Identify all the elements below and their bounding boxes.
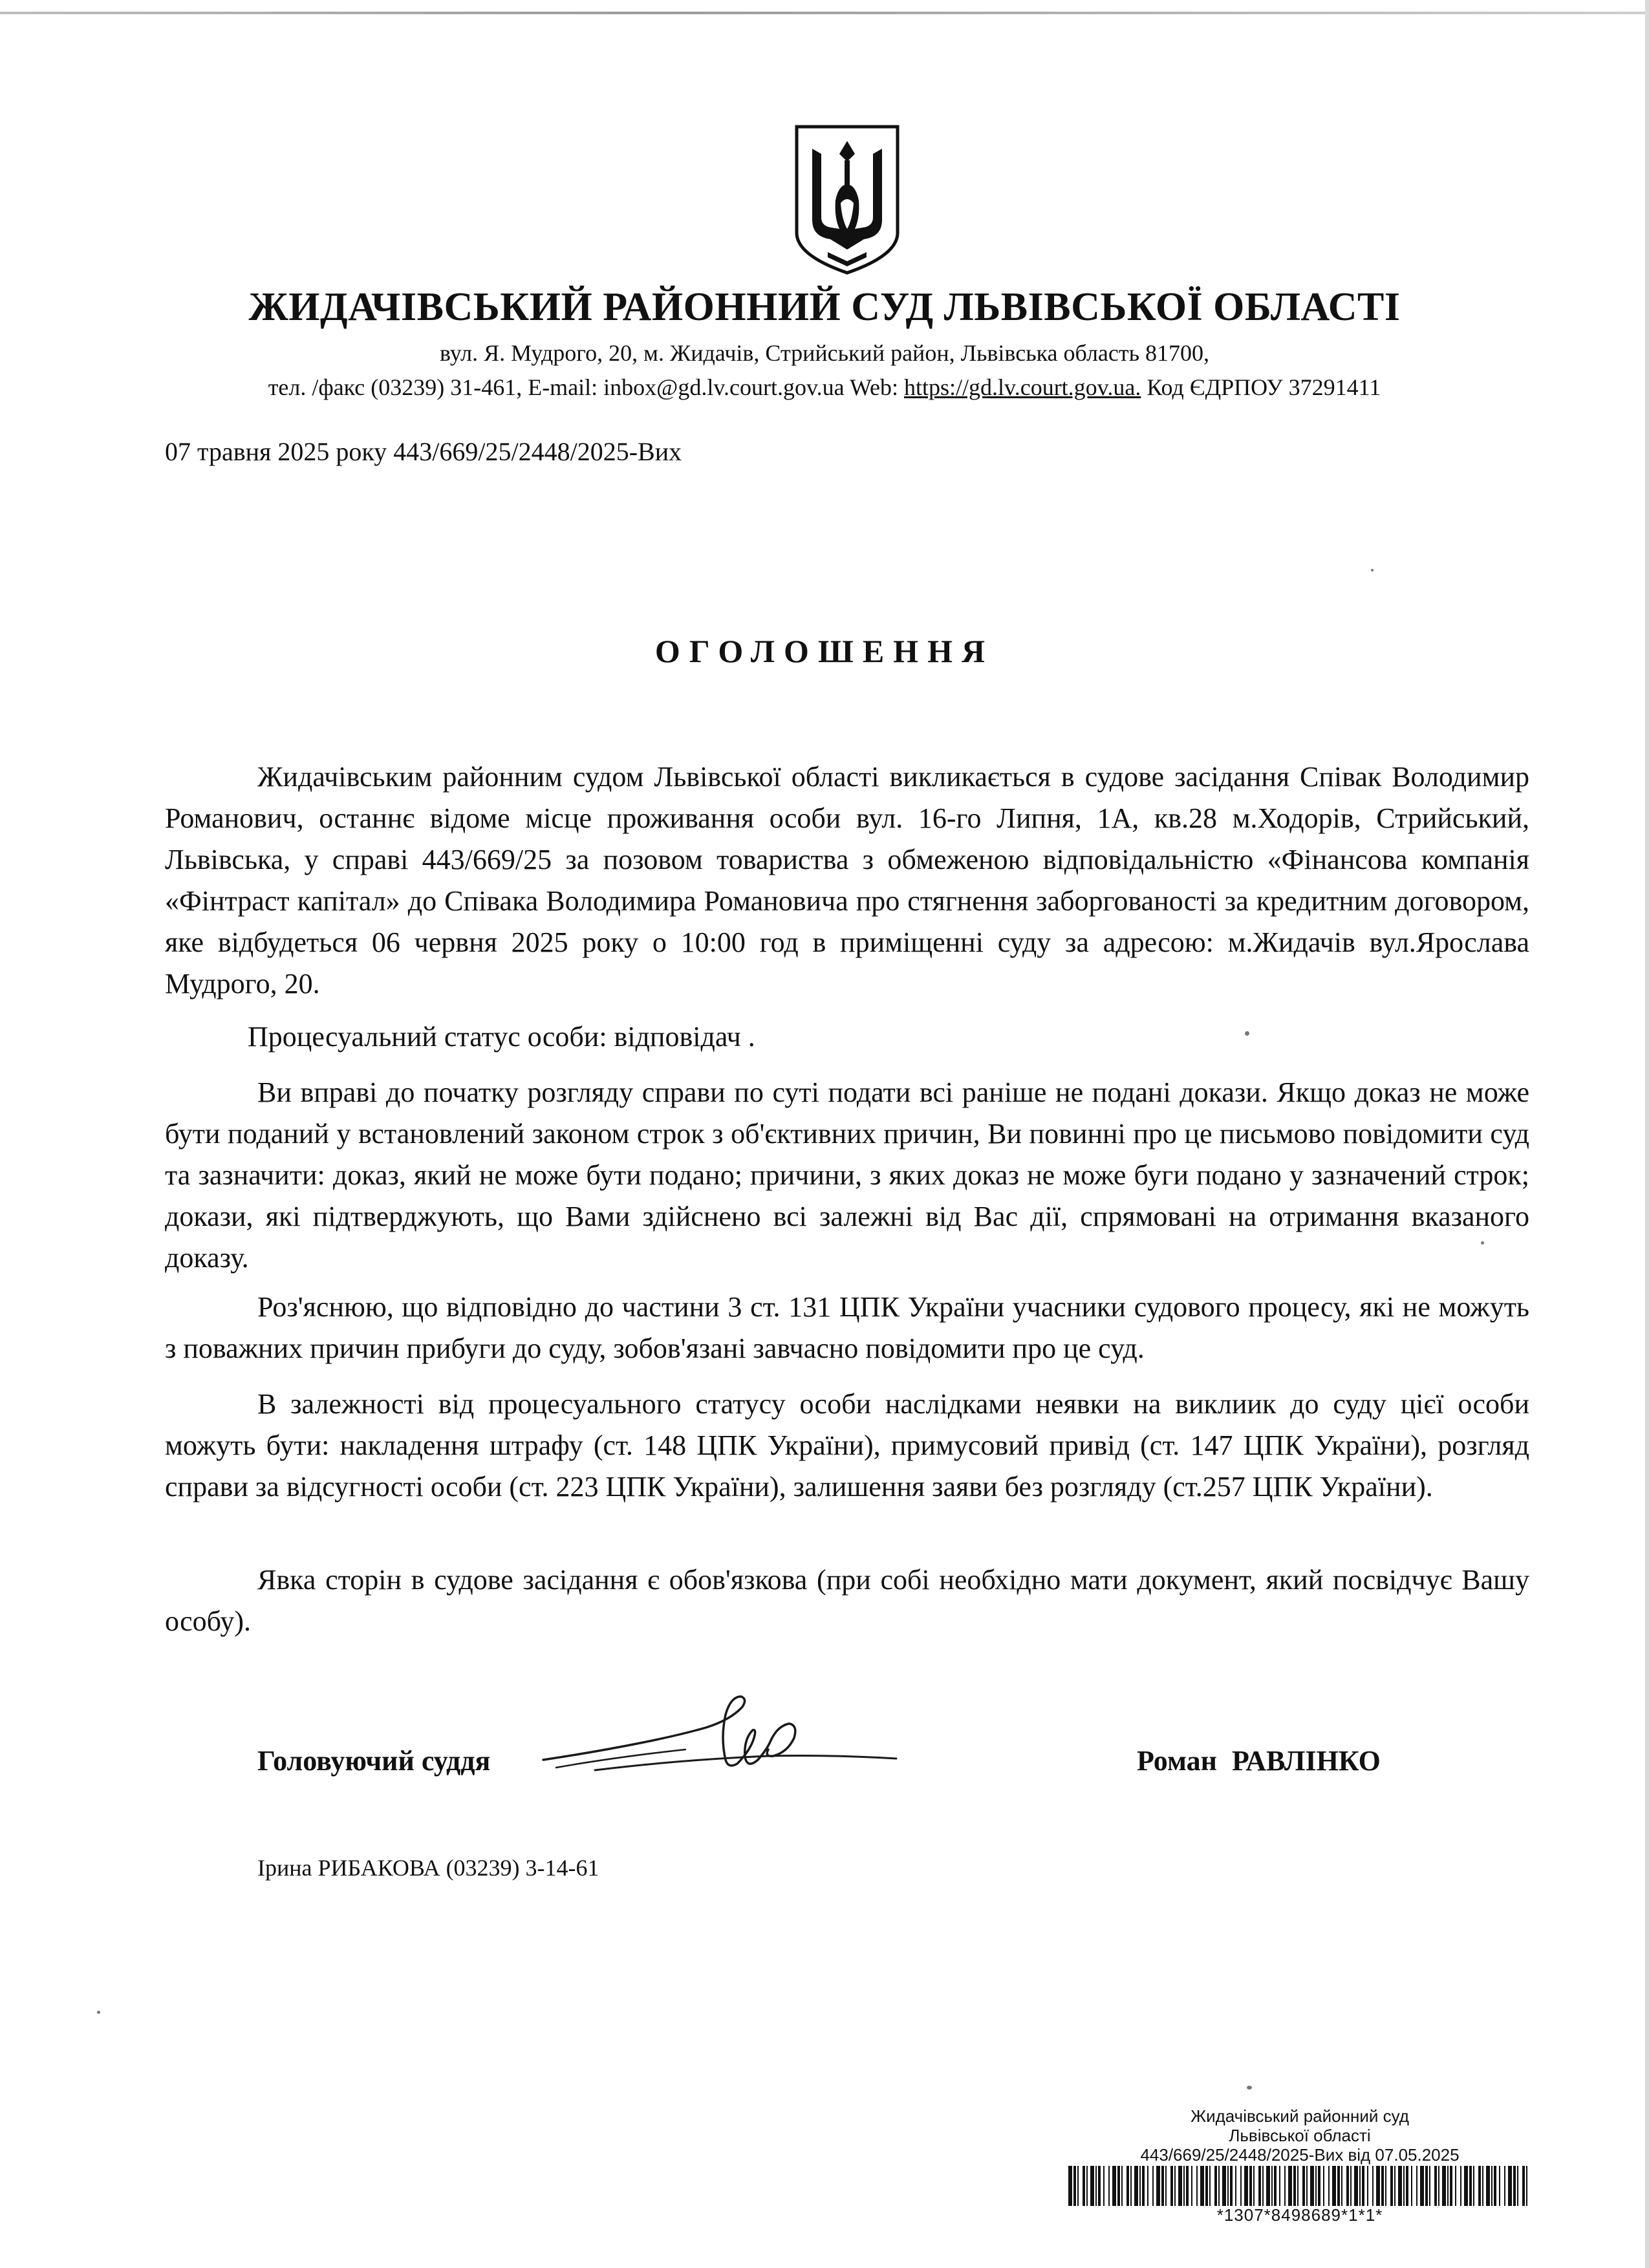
summons-paragraph: Жидачівським районним судом Львівської області викликається в судове засідання Співак Володимир Романович, останнє відоме місце проживання особи вул. 16-го Липня, 1А, кв.28 м.Ходорів, Стрийський, Львівська, у справі 443/669/25 за позовом товариства з обмеженою відповідальністю «Фінансова компанія «Фінтраст капітал» до Співака Володимира Романовича про стягнення заборгованості за кредитним договором, яке відбудеться 06 червня 2025 року о 10:00 год в приміщенні суду за адресою: м.Жидачів вул.Ярослава Мудрого, 20. xyxy=(165,761,1529,1000)
scan-speck xyxy=(1481,1241,1484,1245)
document-title: ОГОЛОШЕННЯ xyxy=(654,633,995,669)
barcode-caption: *1307*8498689*1*1* xyxy=(1216,2205,1383,2225)
clerk-contact: Ірина РИБАКОВА (03239) 3-14-61 xyxy=(257,1855,599,1881)
court-name-heading: ЖИДАЧІВСЬКИЙ РАЙОННИЙ СУД ЛЬВІВСЬКОЇ ОБЛАСТІ xyxy=(248,285,1401,329)
scan-top-edge xyxy=(0,12,1649,14)
barcode-icon xyxy=(1067,2166,1533,2206)
procedural-status: Процесуальний статус особи: відповідач . xyxy=(248,1021,755,1053)
attendance-paragraph: Явка сторін в судове засідання є обов'язкова (при собі необхідно мати документ, який посвідчує Вашу особу). xyxy=(165,1564,1529,1637)
scan-speck xyxy=(1247,2086,1252,2090)
evidence-paragraph: Ви вправі до початку розгляду справи по суті подати всі раніше не подані докази. Якщо доказ не може бути поданий у встановлений законом строк з об'єктивних причин, Ви повинні про це письмово повідомити суд та зазначити: доказ, який не може бути подано; причини, з яких доказ не може буги подано у зазначений строк; докази, які підтверджують, що Вами здійснено всі залежні від Вас дії, спрямовані на отримання вказаного доказу. xyxy=(165,1076,1529,1274)
court-contacts xyxy=(0,374,1649,401)
stamp-region: Львівської області xyxy=(1229,2126,1371,2145)
court-address: вул. Я. Мудрого, 20, м. Жидачів, Стрийський район, Львівська область 81700, xyxy=(439,340,1210,366)
scan-speck xyxy=(1245,1031,1249,1036)
scan-speck xyxy=(97,2011,100,2014)
scan-speck xyxy=(1371,569,1374,572)
contacts-phone-email: тел. /факс (03239) 31-461, E-mail: inbox@gd.lv.court.gov.ua Web: xyxy=(268,374,905,400)
stamp-court-name: Жидачівський районний суд xyxy=(1191,2106,1409,2126)
registration-stamp xyxy=(1061,2106,1539,2224)
ukraine-trident-icon xyxy=(793,123,901,277)
judge-name: Роман РАВЛІНКО xyxy=(1137,1745,1381,1777)
stamp-reference: 443/669/25/2448/2025-Вих від 07.05.2025 xyxy=(1140,2145,1460,2165)
court-website-link[interactable]: https://gd.lv.court.gov.ua. xyxy=(904,374,1141,400)
explanation-paragraph: Роз'яснюю, що відповідно до частини 3 ст. 131 ЦПК України учасники судового процесу, які не можуть з поважних причин прибуги до суду, зобов'язані завчасно повідомити про це суд. xyxy=(165,1291,1529,1364)
consequences-paragraph: В залежності від процесуального статусу особи наслідками неявки на виклиик до суду цієї особи можуть бути: накладення штрафу (ст. 148 ЦПК України), примусовий привід (ст. 147 ЦПК України), розгляд справи за відсугності особи (ст. 223 ЦПК України), залишення заяви без розгляду (ст.257 ЦПК України). xyxy=(165,1388,1529,1503)
judge-title: Головуючий суддя xyxy=(257,1745,491,1777)
handwritten-signature xyxy=(537,1687,899,1784)
document-reference: 07 травня 2025 року 443/669/25/2448/2025-Вих xyxy=(165,437,682,466)
court-edrpou-code: Код ЄДРПОУ 37291411 xyxy=(1141,374,1381,400)
